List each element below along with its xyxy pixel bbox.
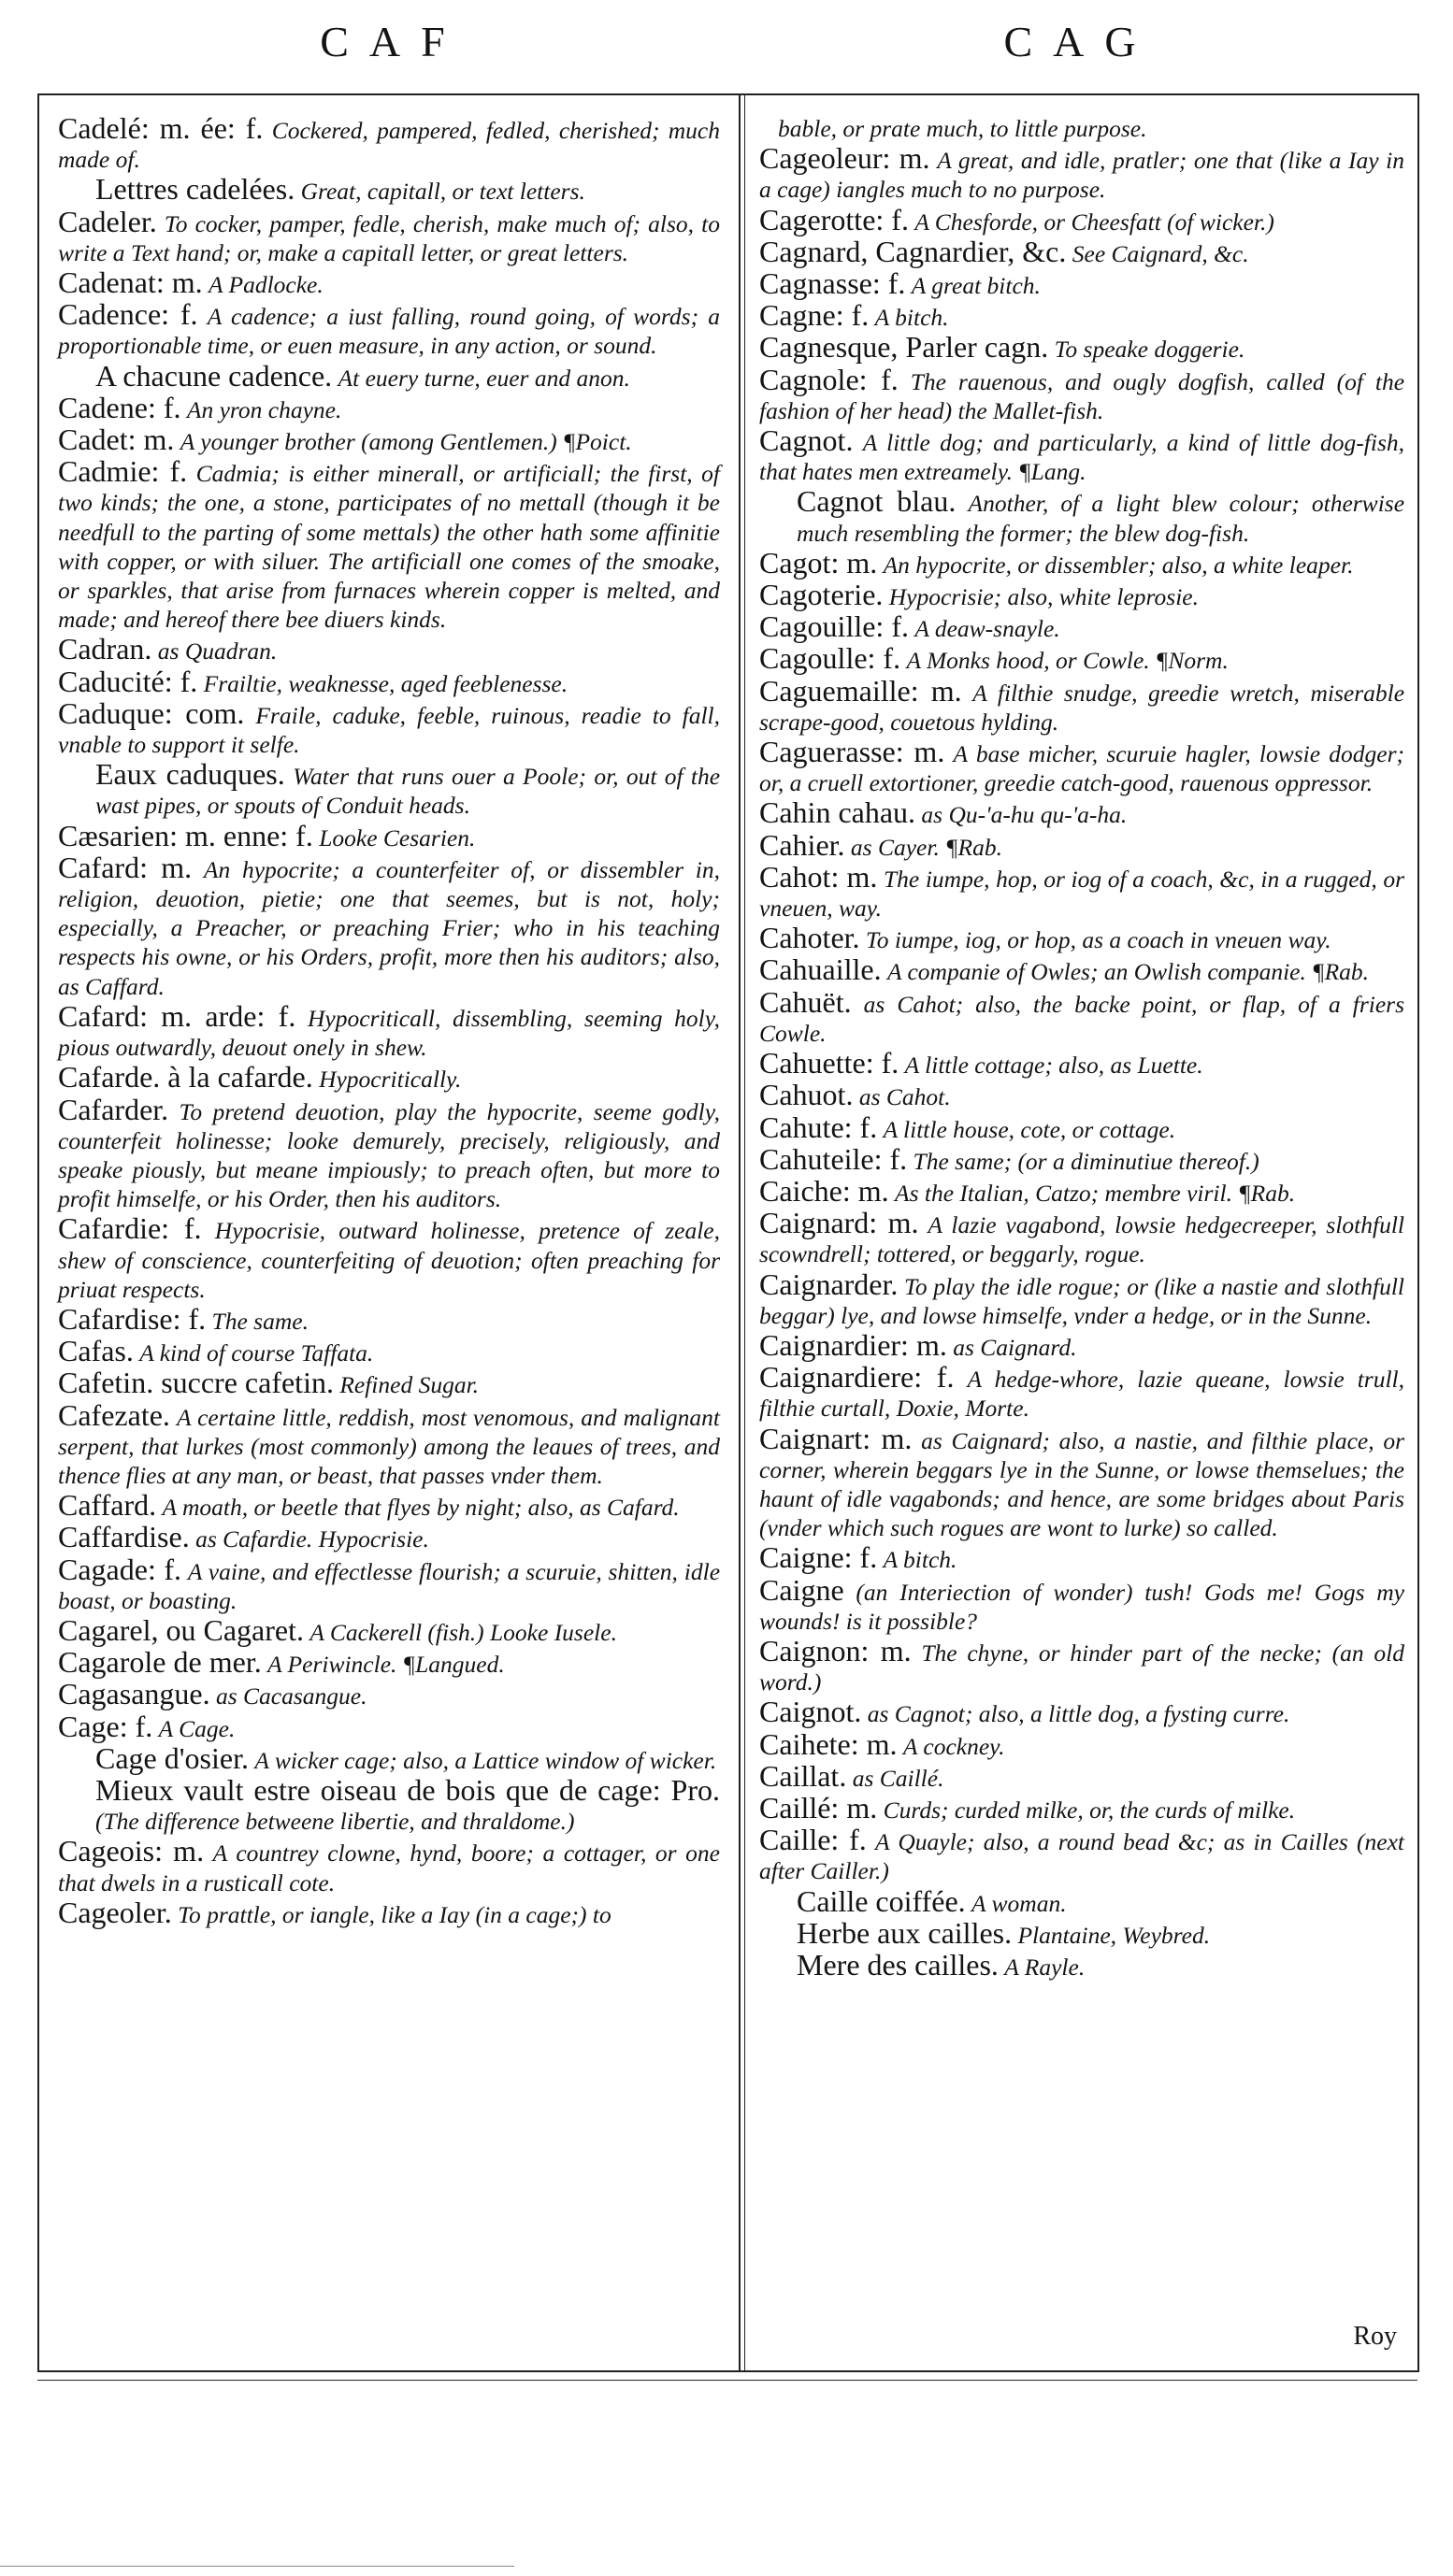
entry-definition: Cockered, pampered, fedled, cherished; much made of. bbox=[58, 117, 720, 174]
dictionary-entry bbox=[759, 202, 1404, 236]
dictionary-entry bbox=[58, 172, 720, 207]
dictionary-entry bbox=[759, 859, 1404, 923]
entry-definition: A wicker cage; also, a Lattice window of wicker. bbox=[254, 1746, 717, 1774]
entry-definition: as Caignard; also, a nastie, and filthie place, or corner, wherein beggars lye in the Sunne, or lowse themselues; the haunt of idle vagabonds; and hence, are some bridges about Paris (vnder which such rogues are wont to lurke) so called. bbox=[759, 1426, 1404, 1542]
entry-definition: A great, and idle, pratler; one that (like a Iay in a cage) iangles much to no purpose. bbox=[759, 147, 1405, 204]
dictionary-entry bbox=[58, 1211, 720, 1304]
entry-definition: To cocker, pamper, fedle, cherish, make much of; also, to write a Text hand; or, make a capitall letter, or great letters. bbox=[58, 209, 721, 266]
entry-definition: A cockney. bbox=[902, 1732, 1005, 1760]
entry-headword: Cagarel, ou Cagaret. bbox=[58, 1612, 304, 1647]
dictionary-entry bbox=[759, 827, 1404, 862]
dictionary-entry bbox=[58, 1368, 720, 1399]
dictionary-entry bbox=[58, 454, 720, 634]
entry-definition: An hypocrite; a counterfeiter of, or dissembler in, religion, deuotion, pietie; one that seemes, but is not, holy; especially, a Preacher, or preaching Frier; who in his teaching respects his owne, or his Orders, profit, more then his auditors; also, as Caffard. bbox=[58, 855, 721, 1000]
entry-headword: Eaux caduques. bbox=[95, 757, 285, 792]
entry-headword: Cadmie: f. bbox=[58, 454, 188, 489]
entry-headword: Cadenat: m. bbox=[58, 265, 203, 300]
entry-definition: A hedge-whore, lazie queane, lowsie trull, filthie curtall, Doxie, Morte. bbox=[759, 1366, 1405, 1423]
dictionary-entry bbox=[759, 484, 1405, 547]
entry-headword: Caignarder. bbox=[759, 1267, 899, 1301]
dictionary-entry bbox=[58, 632, 720, 666]
entry-definition: A little dog; and particularly, a kind of little dog-fish, that hates men extreamely. ¶Lang. bbox=[759, 429, 1404, 486]
dictionary-entry bbox=[58, 695, 720, 759]
dictionary-entry bbox=[759, 1540, 1404, 1575]
entry-definition: A Periwincle. ¶Langued. bbox=[267, 1651, 505, 1679]
entry-definition: The iumpe, hop, or iog of a coach, &c, in a rugged, or vneuen, way. bbox=[759, 865, 1404, 923]
dictionary-entry bbox=[759, 423, 1404, 486]
entry-definition: The same. bbox=[211, 1307, 309, 1335]
entry-headword: Caigne bbox=[759, 1572, 844, 1607]
entry-headword: Caillat. bbox=[759, 1758, 847, 1793]
entry-definition: as Cagnot; also, a little dog, a fysting curre. bbox=[867, 1700, 1290, 1728]
dictionary-entry bbox=[759, 580, 1404, 611]
column-divider bbox=[739, 93, 741, 2372]
dictionary-entry bbox=[58, 1334, 720, 1368]
entry-definition: as Cahot. bbox=[858, 1083, 951, 1111]
entry-headword: Cafard: m. arde: f. bbox=[58, 998, 296, 1033]
entry-headword: Caignard: m. bbox=[759, 1206, 919, 1240]
dictionary-entry bbox=[58, 1834, 720, 1896]
dictionary-entry bbox=[58, 1301, 720, 1336]
entry-headword: Caillé: m. bbox=[759, 1790, 878, 1825]
dictionary-entry bbox=[759, 1572, 1405, 1636]
dictionary-entry bbox=[58, 1060, 720, 1095]
entry-headword: Herbe aux cailles. bbox=[797, 1915, 1013, 1950]
entry-definition: A Cage. bbox=[158, 1714, 236, 1742]
entry-headword: A chacune cadence. bbox=[95, 358, 333, 393]
entry-definition: Fraile, caduke, feeble, ruinous, readie to fall, vnable to support it selfe. bbox=[58, 701, 720, 759]
entry-definition: A moath, or beetle that flyes by night; also, as Cafard. bbox=[162, 1494, 680, 1522]
entry-headword: Cagot: m. bbox=[759, 545, 878, 580]
dictionary-entry bbox=[58, 1740, 720, 1775]
column-divider-inner bbox=[744, 93, 745, 2372]
entry-definition: The rauenous, and ougly dogfish, called (of the fashion of her head) the Mallet-fish. bbox=[759, 367, 1405, 424]
entry-headword: Cadelé: m. ée: f. bbox=[58, 111, 264, 145]
entry-headword: Cafardise: f. bbox=[58, 1301, 207, 1336]
entry-headword: Cafard: m. bbox=[58, 850, 193, 884]
entry-definition: To speake doggerie. bbox=[1054, 336, 1245, 364]
entry-headword: Cagnasse: f. bbox=[759, 266, 906, 301]
entry-definition: A companie of Owles; an Owlish companie. ¶Rab. bbox=[887, 958, 1370, 986]
left-column bbox=[58, 111, 721, 1930]
entry-definition: A bitch. bbox=[874, 304, 949, 332]
entry-definition: Hypocritically. bbox=[319, 1066, 462, 1094]
entry-headword: Cagerotte: f. bbox=[759, 202, 909, 236]
entry-definition: A Quayle; also, a round bead &c; as in Cailles (next after Cailler.) bbox=[759, 1828, 1404, 1885]
entry-headword: Cahoter. bbox=[759, 921, 860, 955]
entry-headword: Caigne: f. bbox=[759, 1540, 878, 1575]
entry-definition: At euery turne, euer and anon. bbox=[338, 364, 630, 392]
dictionary-entry bbox=[58, 664, 720, 698]
dictionary-entry bbox=[759, 1327, 1404, 1362]
entry-headword: Cahuteile: f. bbox=[759, 1141, 908, 1176]
dictionary-entry bbox=[759, 1915, 1404, 1950]
bottom-rule bbox=[37, 2370, 1417, 2372]
entry-headword: Caguerasse: m. bbox=[759, 735, 945, 769]
dictionary-entry bbox=[58, 757, 721, 820]
entry-headword: Cagarole de mer. bbox=[58, 1645, 262, 1680]
entry-definition: To iumpe, iog, or hop, as a coach in vneuen way. bbox=[865, 926, 1331, 954]
entry-headword: Cadet: m. bbox=[58, 422, 175, 457]
entry-definition: Another, of a light blew colour; otherwise much resembling the former; the blew dog-fish. bbox=[797, 490, 1405, 547]
dictionary-entry bbox=[58, 1552, 721, 1615]
running-head-right: CAG bbox=[1003, 18, 1157, 65]
entry-definition: as Cacasangue. bbox=[215, 1682, 367, 1710]
dictionary-entry bbox=[759, 1726, 1404, 1761]
dictionary-entry bbox=[759, 609, 1404, 644]
dictionary-entry bbox=[58, 850, 721, 1001]
entry-headword: Cagade: f. bbox=[58, 1552, 181, 1586]
entry-headword: Cagnole: f. bbox=[759, 362, 899, 396]
entry-definition: A great bitch. bbox=[911, 272, 1041, 300]
bottom-rule-inner bbox=[37, 2380, 1417, 2381]
entry-headword: Cahuaille. bbox=[759, 952, 882, 987]
dictionary-entry bbox=[759, 1421, 1404, 1543]
dictionary-entry bbox=[759, 234, 1404, 268]
dictionary-entry bbox=[759, 1758, 1404, 1793]
entry-headword: Cafas. bbox=[58, 1334, 134, 1368]
entry-headword: Caiche: m. bbox=[759, 1173, 889, 1208]
entry-definition: A Chesforde, or Cheesfatt (of wicker.) bbox=[914, 208, 1274, 236]
page-edge-line bbox=[0, 2566, 514, 2567]
entry-headword: Cafezate. bbox=[58, 1397, 170, 1432]
left-border bbox=[37, 93, 39, 2372]
entry-headword: Cahin cahau. bbox=[759, 795, 916, 830]
dictionary-entry bbox=[759, 795, 1404, 830]
entry-definition: A vaine, and effectlesse flourish; a scuruie, shitten, idle boast, or boasting. bbox=[58, 1557, 721, 1614]
entry-headword: Cagouille: f. bbox=[759, 609, 909, 644]
top-rule bbox=[37, 93, 1417, 95]
dictionary-entry bbox=[58, 204, 721, 267]
entry-definition: A Padlocke. bbox=[209, 271, 324, 299]
entry-definition: Looke Cesarien. bbox=[319, 823, 476, 852]
entry-headword: Cage: f. bbox=[58, 1709, 153, 1743]
entry-definition: A certaine little, reddish, most venomous, and malignant serpent, that lurkes (most commonly) among the leaues of trees, and thence flies at any man, or beast, that passes vnder them. bbox=[58, 1403, 721, 1489]
entry-headword: Caignot. bbox=[759, 1695, 862, 1729]
dictionary-entry bbox=[58, 1612, 720, 1647]
entry-definition: bable, or prate much, to little purpose. bbox=[778, 115, 1147, 142]
dictionary-entry bbox=[58, 297, 720, 360]
entry-headword: Cagoterie. bbox=[759, 578, 884, 612]
right-column bbox=[759, 114, 1404, 1982]
entry-headword: Cage d'osier. bbox=[95, 1740, 249, 1775]
entry-headword: Cadeler. bbox=[58, 204, 157, 238]
dictionary-entry bbox=[759, 114, 1404, 143]
entry-headword: Mere des cailles. bbox=[797, 1947, 999, 1982]
entry-headword: Cafarde. à la cafarde. bbox=[58, 1060, 313, 1095]
dictionary-entry bbox=[58, 1397, 721, 1491]
dictionary-entry bbox=[759, 641, 1404, 676]
entry-definition: A cadence; a iust falling, round going, of words; a proportionable time, or euen measure, in any action, or sound. bbox=[58, 303, 720, 360]
entry-headword: Cageois: m. bbox=[58, 1834, 205, 1868]
entry-definition: as Caignard. bbox=[953, 1333, 1077, 1361]
entry-headword: Cafetin. succre cafetin. bbox=[58, 1366, 334, 1400]
entry-definition: A deaw-snayle. bbox=[914, 615, 1060, 643]
entry-definition: Hypocrisie; also, white leprosie. bbox=[888, 583, 1199, 611]
dictionary-entry bbox=[759, 141, 1405, 204]
dictionary-entry bbox=[58, 422, 720, 457]
entry-definition: A little cottage; also, as Luette. bbox=[904, 1052, 1203, 1080]
dictionary-entry bbox=[759, 1173, 1404, 1208]
catchword: Roy bbox=[1353, 2322, 1397, 2351]
dictionary-entry bbox=[759, 1360, 1405, 1423]
entry-definition: A little house, cote, or cottage. bbox=[883, 1115, 1176, 1143]
entry-headword: Caffardise. bbox=[58, 1520, 190, 1554]
dictionary-entry bbox=[759, 298, 1404, 333]
entry-headword: Cageoleur: m. bbox=[759, 141, 930, 176]
entry-headword: Cahot: m. bbox=[759, 859, 878, 894]
entry-definition: The same; (or a diminutiue thereof.) bbox=[913, 1147, 1259, 1175]
entry-definition: A Rayle. bbox=[1004, 1953, 1086, 1981]
entry-definition: as Cafardie. Hypocrisie. bbox=[195, 1525, 429, 1553]
entry-headword: Cadence: f. bbox=[58, 297, 198, 332]
entry-definition: Refined Sugar. bbox=[339, 1371, 480, 1399]
dictionary-entry bbox=[759, 1267, 1404, 1330]
entry-definition: (The difference betweene libertie, and thraldome.) bbox=[95, 1808, 575, 1836]
dictionary-entry bbox=[58, 1092, 721, 1214]
dictionary-entry bbox=[759, 923, 1404, 954]
entry-headword: Caille coiffée. bbox=[797, 1883, 966, 1918]
entry-definition: as Cahot; also, the backe point, or flap, of a friers Cowle. bbox=[759, 990, 1404, 1047]
entry-definition: See Caignard, &c. bbox=[1072, 239, 1249, 267]
entry-definition: An yron chayne. bbox=[186, 395, 342, 423]
entry-definition: (an Interiection of wonder) tush! Gods me! Gogs my wounds! is it possible? bbox=[759, 1578, 1405, 1635]
entry-definition: To play the idle rogue; or (like a nastie and slothfull beggar) lye, and lowse himselfe, vnder a hedge, or in the Sunne. bbox=[759, 1272, 1404, 1329]
entry-headword: Caguemaille: m. bbox=[759, 673, 962, 708]
dictionary-entry bbox=[759, 1080, 1404, 1111]
entry-headword: Cadene: f. bbox=[58, 390, 181, 424]
dictionary-entry bbox=[759, 330, 1404, 365]
entry-headword: Cageoler. bbox=[58, 1895, 172, 1929]
dictionary-entry bbox=[58, 1709, 720, 1743]
dictionary-entry bbox=[759, 1883, 1404, 1918]
dictionary-entry bbox=[759, 1825, 1404, 1885]
dictionary-entry bbox=[759, 952, 1404, 987]
dictionary-entry bbox=[58, 265, 720, 300]
entry-headword: Caffard. bbox=[58, 1488, 157, 1523]
entry-headword: Cagoulle: f. bbox=[759, 641, 901, 676]
entry-definition: Hypocrisie, outward holinesse, pretence of zeale, shew of conscience, counterfeiting of deuotion; often preaching for priuat respects. bbox=[58, 1217, 720, 1303]
entry-headword: Cahuot. bbox=[759, 1078, 854, 1112]
entry-definition: A base micher, scuruie hagler, lowsie dodger; or, a cruell extortioner, greedie catch-good, rauenous oppressor. bbox=[759, 740, 1405, 797]
entry-definition: A Monks hood, or Cowle. ¶Norm. bbox=[906, 647, 1229, 675]
entry-headword: Cahute: f. bbox=[759, 1109, 878, 1144]
dictionary-entry bbox=[58, 1520, 720, 1554]
entry-definition: as Qu-'a-hu qu-'a-ha. bbox=[921, 801, 1128, 829]
entry-headword: Cahuette: f. bbox=[759, 1046, 899, 1080]
entry-headword: Caille: f. bbox=[759, 1823, 867, 1857]
dictionary-entry bbox=[58, 998, 721, 1062]
entry-definition: A lazie vagabond, lowsie hedgecreeper, slothfull scowndrell; tottered, or beggarly, rogue. bbox=[759, 1211, 1405, 1268]
dictionary-entry bbox=[759, 1947, 1404, 1982]
entry-definition: A countrey clowne, hynd, boore; a cottager, or one that dwels in a rusticall cote. bbox=[58, 1839, 720, 1896]
entry-definition: A filthie snudge, greedie wretch, miserable scrape-good, couetous hylding. bbox=[759, 679, 1405, 736]
dictionary-entry bbox=[759, 1697, 1404, 1728]
dictionary-entry bbox=[759, 1790, 1404, 1825]
entry-definition: A bitch. bbox=[883, 1546, 957, 1574]
dictionary-entry bbox=[759, 1141, 1404, 1176]
dictionary-entry bbox=[759, 984, 1404, 1048]
entry-headword: Cagnesque, Parler cagn. bbox=[759, 330, 1049, 365]
entry-headword: Caducité: f. bbox=[58, 664, 198, 698]
entry-definition: The chyne, or hinder part of the necke; (an old word.) bbox=[759, 1639, 1404, 1696]
dictionary-entry bbox=[759, 362, 1405, 425]
entry-definition: To prattle, or iangle, like a Iay (in a cage;) to bbox=[178, 1900, 611, 1928]
entry-headword: Lettres cadelées. bbox=[95, 172, 295, 207]
entry-headword: Caihete: m. bbox=[759, 1726, 898, 1761]
dictionary-entry bbox=[759, 266, 1404, 301]
dictionary-entry bbox=[58, 358, 720, 393]
entry-definition: as Quadran. bbox=[157, 637, 278, 665]
dictionary-entry bbox=[58, 1488, 720, 1523]
entry-headword: Caignardier: m. bbox=[759, 1327, 947, 1362]
entry-definition: Hypocriticall, dissembling, seeming holy, pious outwardly, deuout onely in shew. bbox=[58, 1004, 721, 1062]
entry-headword: Cafardie: f. bbox=[58, 1211, 202, 1246]
dictionary-entry bbox=[58, 1895, 720, 1929]
entry-headword: Cæsarien: m. enne: f. bbox=[58, 818, 313, 852]
dictionary-entry bbox=[58, 111, 720, 174]
dictionary-entry bbox=[58, 1772, 720, 1836]
dictionary-entry bbox=[759, 1109, 1404, 1144]
entry-definition: Great, capitall, or text letters. bbox=[300, 178, 585, 206]
entry-definition: A Cackerell (fish.) Looke Iusele. bbox=[309, 1618, 617, 1646]
entry-definition: To pretend deuotion, play the hypocrite, seeme godly, counterfeit holinesse; looke demurely, precisely, religiously, and speake piously, but meane impiously; to preach often, but more to profit himselfe, or his Order, then his auditors. bbox=[58, 1097, 721, 1213]
entry-headword: Caignardiere: f. bbox=[759, 1360, 955, 1395]
dictionary-entry bbox=[759, 673, 1405, 737]
entry-headword: Cagnot. bbox=[759, 423, 854, 458]
dictionary-entry bbox=[58, 1677, 720, 1711]
running-head-left: CAF bbox=[320, 18, 466, 65]
entry-headword: Cagnard, Cagnardier, &c. bbox=[759, 234, 1067, 268]
entry-definition: Curds; curded milke, or, the curds of milke. bbox=[883, 1796, 1296, 1824]
entry-headword: Caignon: m. bbox=[759, 1633, 912, 1667]
entry-definition: as Caillé. bbox=[852, 1764, 944, 1792]
right-border bbox=[1417, 93, 1419, 2372]
dictionary-entry bbox=[759, 1046, 1404, 1080]
entry-definition: A woman. bbox=[971, 1889, 1067, 1917]
dictionary-entry bbox=[759, 545, 1404, 580]
entry-definition: As the Italian, Catzo; membre viril. ¶Rab. bbox=[895, 1179, 1296, 1207]
dictionary-entry bbox=[58, 390, 720, 424]
entry-headword: Caduque: com. bbox=[58, 695, 245, 730]
dictionary-entry bbox=[759, 1206, 1405, 1268]
dictionary-entry bbox=[58, 1645, 720, 1680]
entry-headword: Cahier. bbox=[759, 827, 845, 862]
entry-headword: Cagasangue. bbox=[58, 1677, 210, 1711]
entry-definition: as Cayer. ¶Rab. bbox=[850, 833, 1002, 861]
entry-definition: Plantaine, Weybred. bbox=[1017, 1921, 1211, 1949]
dictionary-entry bbox=[759, 1633, 1404, 1696]
entry-headword: Cadran. bbox=[58, 632, 152, 666]
entry-definition: An hypocrite, or dissembler; also, a white leaper. bbox=[883, 551, 1354, 579]
entry-headword: Caignart: m. bbox=[759, 1421, 913, 1455]
dictionary-entry bbox=[58, 818, 720, 852]
entry-headword: Cagne: f. bbox=[759, 298, 870, 333]
entry-definition: Water that runs ouer a Poole; or, out of the wast pipes, or spouts of Conduit heads. bbox=[95, 763, 721, 820]
entry-definition: A kind of course Taffata. bbox=[139, 1339, 374, 1367]
entry-definition: A younger brother (among Gentlemen.) ¶Poict. bbox=[180, 428, 632, 456]
entry-headword: Mieux vault estre oiseau de bois que de cage: Pro. bbox=[95, 1772, 720, 1807]
dictionary-entry bbox=[759, 737, 1404, 797]
entry-headword: Cahuët. bbox=[759, 984, 852, 1019]
entry-definition: Frailtie, weaknesse, aged feeblenesse. bbox=[203, 669, 568, 697]
entry-definition: Cadmia; is either minerall, or artificiall; the first, of two kinds; the one, a stone, participates of no mettall (though it be needfull to the parting of some mettals) the other hath some affinitie with copper, or with siluer. The artificiall one comes of the smoake, or sparkles, that arise from furnaces wherein copper is melted, and made; and hereof there bee diuers kinds. bbox=[58, 460, 720, 634]
entry-headword: Cagnot blau. bbox=[797, 484, 957, 519]
entry-headword: Cafarder. bbox=[58, 1092, 169, 1126]
